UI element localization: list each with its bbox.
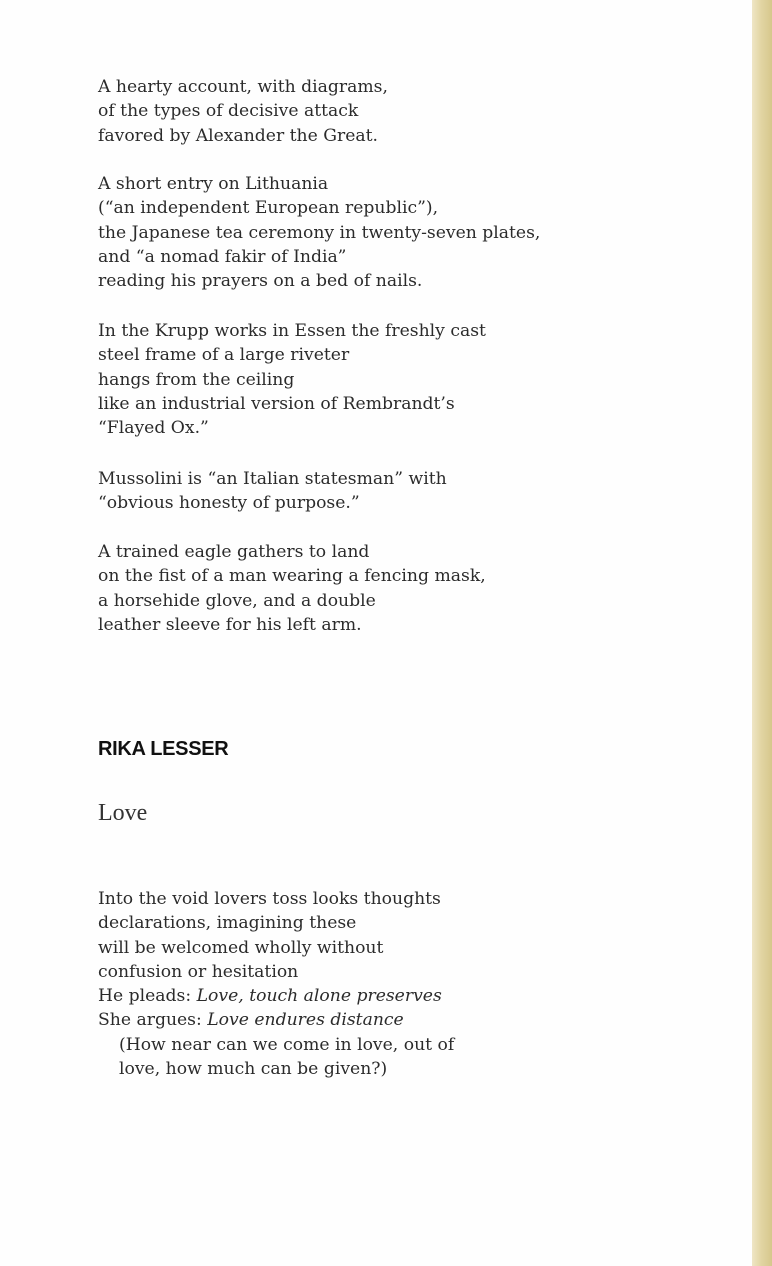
poem-line: “obvious honesty of purpose.”	[98, 493, 360, 514]
poem-line: Mussolini is “an Italian statesman” with	[98, 469, 447, 489]
poem-line: of the types of decisive attack	[98, 101, 359, 122]
poem-indented-line: (How near can we come in love, out of	[119, 1034, 455, 1055]
stanza	[98, 319, 486, 440]
he-pleads-line	[98, 984, 454, 1008]
continued-poem-stanza-4	[98, 467, 447, 516]
poem-line: like an industrial version of Rembrandt’s	[98, 393, 455, 414]
poem-line: A trained eagle gathers to land	[98, 542, 370, 562]
poem-line: a horsehide glove, and a double	[98, 590, 376, 611]
stanza	[98, 467, 447, 516]
continued-poem-stanza-2	[98, 172, 540, 293]
stanza	[98, 75, 388, 148]
poem-line: steel frame of a large riveter	[98, 345, 350, 366]
continued-poem	[98, 75, 388, 148]
poem-line: declarations, imagining these	[98, 913, 357, 934]
poem-line: favored by Alexander the Great.	[98, 125, 378, 146]
page-edge	[752, 0, 772, 1266]
she-argues-prefix: She argues:	[98, 1010, 208, 1031]
poem-line: will be welcomed wholly without	[98, 937, 384, 958]
poem-title: Love	[98, 800, 148, 826]
poem-line: reading his prayers on a bed of nails.	[98, 271, 423, 292]
poem-line: (“an independent European republic”),	[98, 198, 439, 219]
author-name: RIKA LESSER	[98, 738, 229, 760]
he-pleads-italic: Love, touch alone preserves	[196, 986, 442, 1007]
continued-poem-stanza-5	[98, 540, 486, 637]
poem-body	[98, 887, 454, 1081]
poem-line: “Flayed Ox.”	[98, 418, 209, 439]
poem-line: In the Krupp works in Essen the freshly cast	[98, 321, 486, 341]
stanza	[98, 172, 540, 293]
she-argues-line	[98, 1008, 454, 1032]
he-pleads-prefix: He pleads:	[98, 986, 197, 1007]
stanza	[98, 540, 486, 637]
poem-line: leather sleeve for his left arm.	[98, 614, 362, 635]
poem-line: and “a nomad fakir of India”	[98, 246, 347, 267]
poem-indented-line: love, how much can be given?)	[119, 1059, 388, 1080]
she-argues-italic: Love endures distance	[207, 1010, 404, 1031]
poem-line: the Japanese tea ceremony in twenty-seven plates,	[98, 222, 541, 243]
continued-poem-stanza-3	[98, 319, 486, 440]
poem-line: hangs from the ceiling	[98, 369, 295, 390]
poem-line: confusion or hesitation	[98, 961, 299, 982]
poem-line: on the fist of a man wearing a fencing mask,	[98, 566, 486, 587]
poem-line: Into the void lovers toss looks thoughts	[98, 889, 441, 909]
poem-line: A hearty account, with diagrams,	[98, 77, 388, 97]
poem-line: A short entry on Lithuania	[98, 174, 329, 194]
